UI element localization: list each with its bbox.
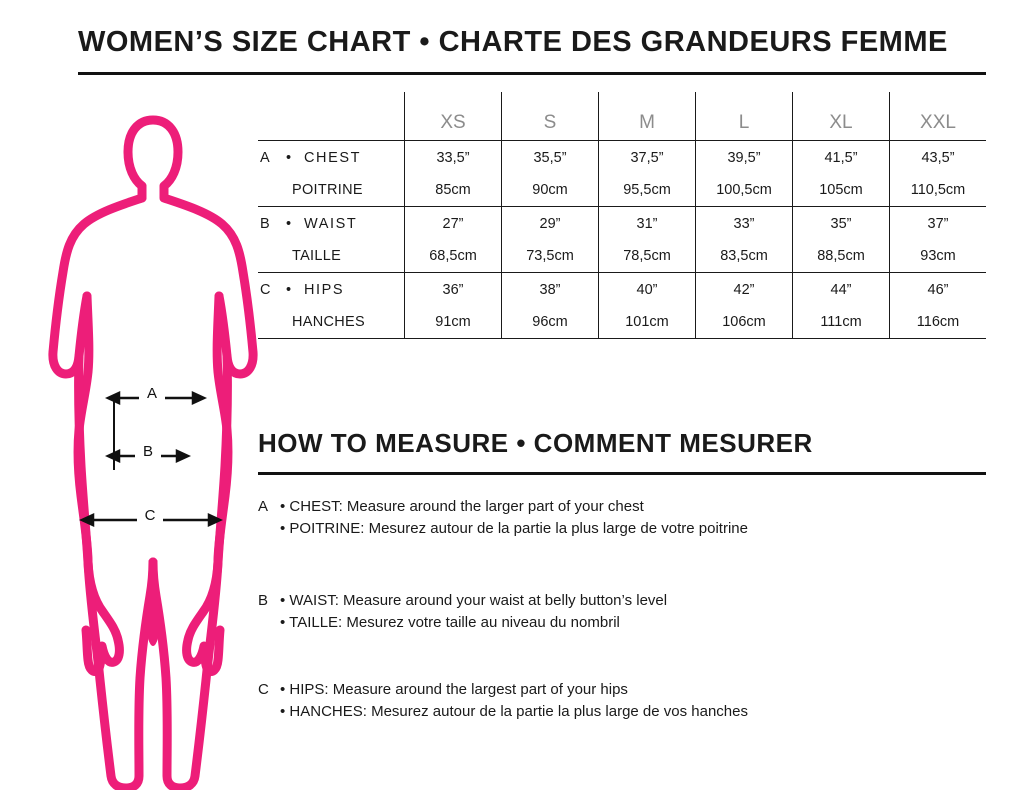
howto-letter-a: A: [258, 498, 269, 515]
size-table: [258, 92, 986, 339]
row-letter-a: A: [260, 149, 270, 166]
table-row: [258, 273, 986, 307]
row-letter-b: B: [260, 215, 270, 232]
cell-poitrine-xs: 85cm: [405, 174, 502, 207]
cell-hanches-s: 96cm: [502, 306, 599, 339]
cell-hanches-xxl: 116cm: [890, 306, 987, 339]
cell-poitrine-xxl: 110,5cm: [890, 174, 987, 207]
cell-taille-xl: 88,5cm: [793, 240, 890, 273]
row-label-hips: [258, 273, 405, 307]
cell-waist-xxl: 37”: [890, 207, 987, 241]
figure-marker-labels: [135, 383, 165, 525]
howto-text-fr-chest: • POITRINE: Mesurez autour de la partie la plus large de votre poitrine: [280, 519, 748, 537]
cell-hanches-m: 101cm: [599, 306, 696, 339]
table-row: [258, 240, 986, 273]
column-header-l: L: [696, 92, 793, 141]
row-letter-c: C: [260, 281, 271, 298]
cell-hanches-xl: 111cm: [793, 306, 890, 339]
cell-waist-xl: 35”: [793, 207, 890, 241]
page-title: WOMEN’S SIZE CHART • CHARTE DES GRANDEURS FEMME: [78, 26, 948, 58]
body-figure: [22, 100, 272, 790]
howto-text-fr-waist: • TAILLE: Mesurez votre taille au niveau du nombril: [280, 613, 620, 631]
howto-item-chest: [258, 496, 998, 540]
cell-hips-xxl: 46”: [890, 273, 987, 307]
row-bullet-b: •: [286, 215, 293, 232]
row-name-chest: CHEST: [303, 149, 362, 166]
header-spacer: [258, 92, 405, 141]
table-row: [258, 306, 986, 339]
row-bullet-a: •: [286, 149, 293, 166]
cell-taille-l: 83,5cm: [696, 240, 793, 273]
howto-text-en-chest: • CHEST: Measure around the larger part of your chest: [280, 498, 644, 515]
cell-taille-xs: 68,5cm: [405, 240, 502, 273]
column-header-xl: XL: [793, 92, 890, 141]
cell-chest-m: 37,5”: [599, 141, 696, 175]
cell-hips-xl: 44”: [793, 273, 890, 307]
cell-poitrine-xl: 105cm: [793, 174, 890, 207]
howto-text-en-hips: • HIPS: Measure around the largest part of your hips: [280, 681, 628, 698]
cell-chest-l: 39,5”: [696, 141, 793, 175]
title-divider: [78, 72, 986, 75]
row-label-poitrine: POITRINE: [258, 174, 405, 207]
row-label-chest: [258, 141, 405, 175]
cell-waist-m: 31”: [599, 207, 696, 241]
row-label-waist: [258, 207, 405, 241]
howto-line-fr-waist: [258, 612, 998, 634]
row-bullet-c: •: [286, 281, 293, 298]
cell-hips-xs: 36”: [405, 273, 502, 307]
howto-title: HOW TO MEASURE • COMMENT MESURER: [258, 428, 813, 458]
cell-hips-m: 40”: [599, 273, 696, 307]
howto-divider: [258, 472, 986, 475]
row-label-hanches: HANCHES: [258, 306, 405, 339]
figure-marker-c: C: [144, 507, 156, 524]
cell-hips-l: 42”: [696, 273, 793, 307]
silhouette-fill: [146, 594, 160, 646]
howto-line-en-chest: [258, 496, 998, 518]
table-row: [258, 141, 986, 175]
howto-letter-c: C: [258, 681, 269, 698]
cell-hips-s: 38”: [502, 273, 599, 307]
cell-chest-xs: 33,5”: [405, 141, 502, 175]
row-name-waist: WAIST: [303, 215, 358, 232]
table-row: [258, 207, 986, 241]
howto-letter-b: B: [258, 592, 269, 609]
cell-taille-s: 73,5cm: [502, 240, 599, 273]
cell-chest-s: 35,5”: [502, 141, 599, 175]
cell-poitrine-m: 95,5cm: [599, 174, 696, 207]
cell-waist-s: 29”: [502, 207, 599, 241]
cell-poitrine-l: 100,5cm: [696, 174, 793, 207]
howto-text-fr-hips: • HANCHES: Mesurez autour de la partie la plus large de vos hanches: [280, 702, 748, 720]
howto-line-fr-chest: [258, 518, 998, 540]
cell-chest-xxl: 43,5”: [890, 141, 987, 175]
table-header-row: [258, 92, 986, 141]
row-name-hips: HIPS: [303, 281, 345, 298]
column-header-s: S: [502, 92, 599, 141]
cell-hanches-xs: 91cm: [405, 306, 502, 339]
cell-chest-xl: 41,5”: [793, 141, 890, 175]
cell-waist-xs: 27”: [405, 207, 502, 241]
cell-hanches-l: 106cm: [696, 306, 793, 339]
howto-line-en-waist: [258, 590, 998, 612]
howto-line-fr-hips: [258, 701, 998, 723]
column-header-xxl: XXL: [890, 92, 987, 141]
row-label-taille: TAILLE: [258, 240, 405, 273]
figure-marker-b: B: [142, 443, 154, 460]
figure-marker-a: A: [146, 385, 158, 402]
howto-item-hips: [258, 679, 998, 723]
cell-poitrine-s: 90cm: [502, 174, 599, 207]
column-header-m: M: [599, 92, 696, 141]
cell-waist-l: 33”: [696, 207, 793, 241]
howto-text-en-waist: • WAIST: Measure around your waist at belly button’s level: [280, 592, 668, 609]
table-row: [258, 174, 986, 207]
howto-item-waist: [258, 590, 998, 634]
howto-line-en-hips: [258, 679, 998, 701]
cell-taille-xxl: 93cm: [890, 240, 987, 273]
column-header-xs: XS: [405, 92, 502, 141]
cell-taille-m: 78,5cm: [599, 240, 696, 273]
